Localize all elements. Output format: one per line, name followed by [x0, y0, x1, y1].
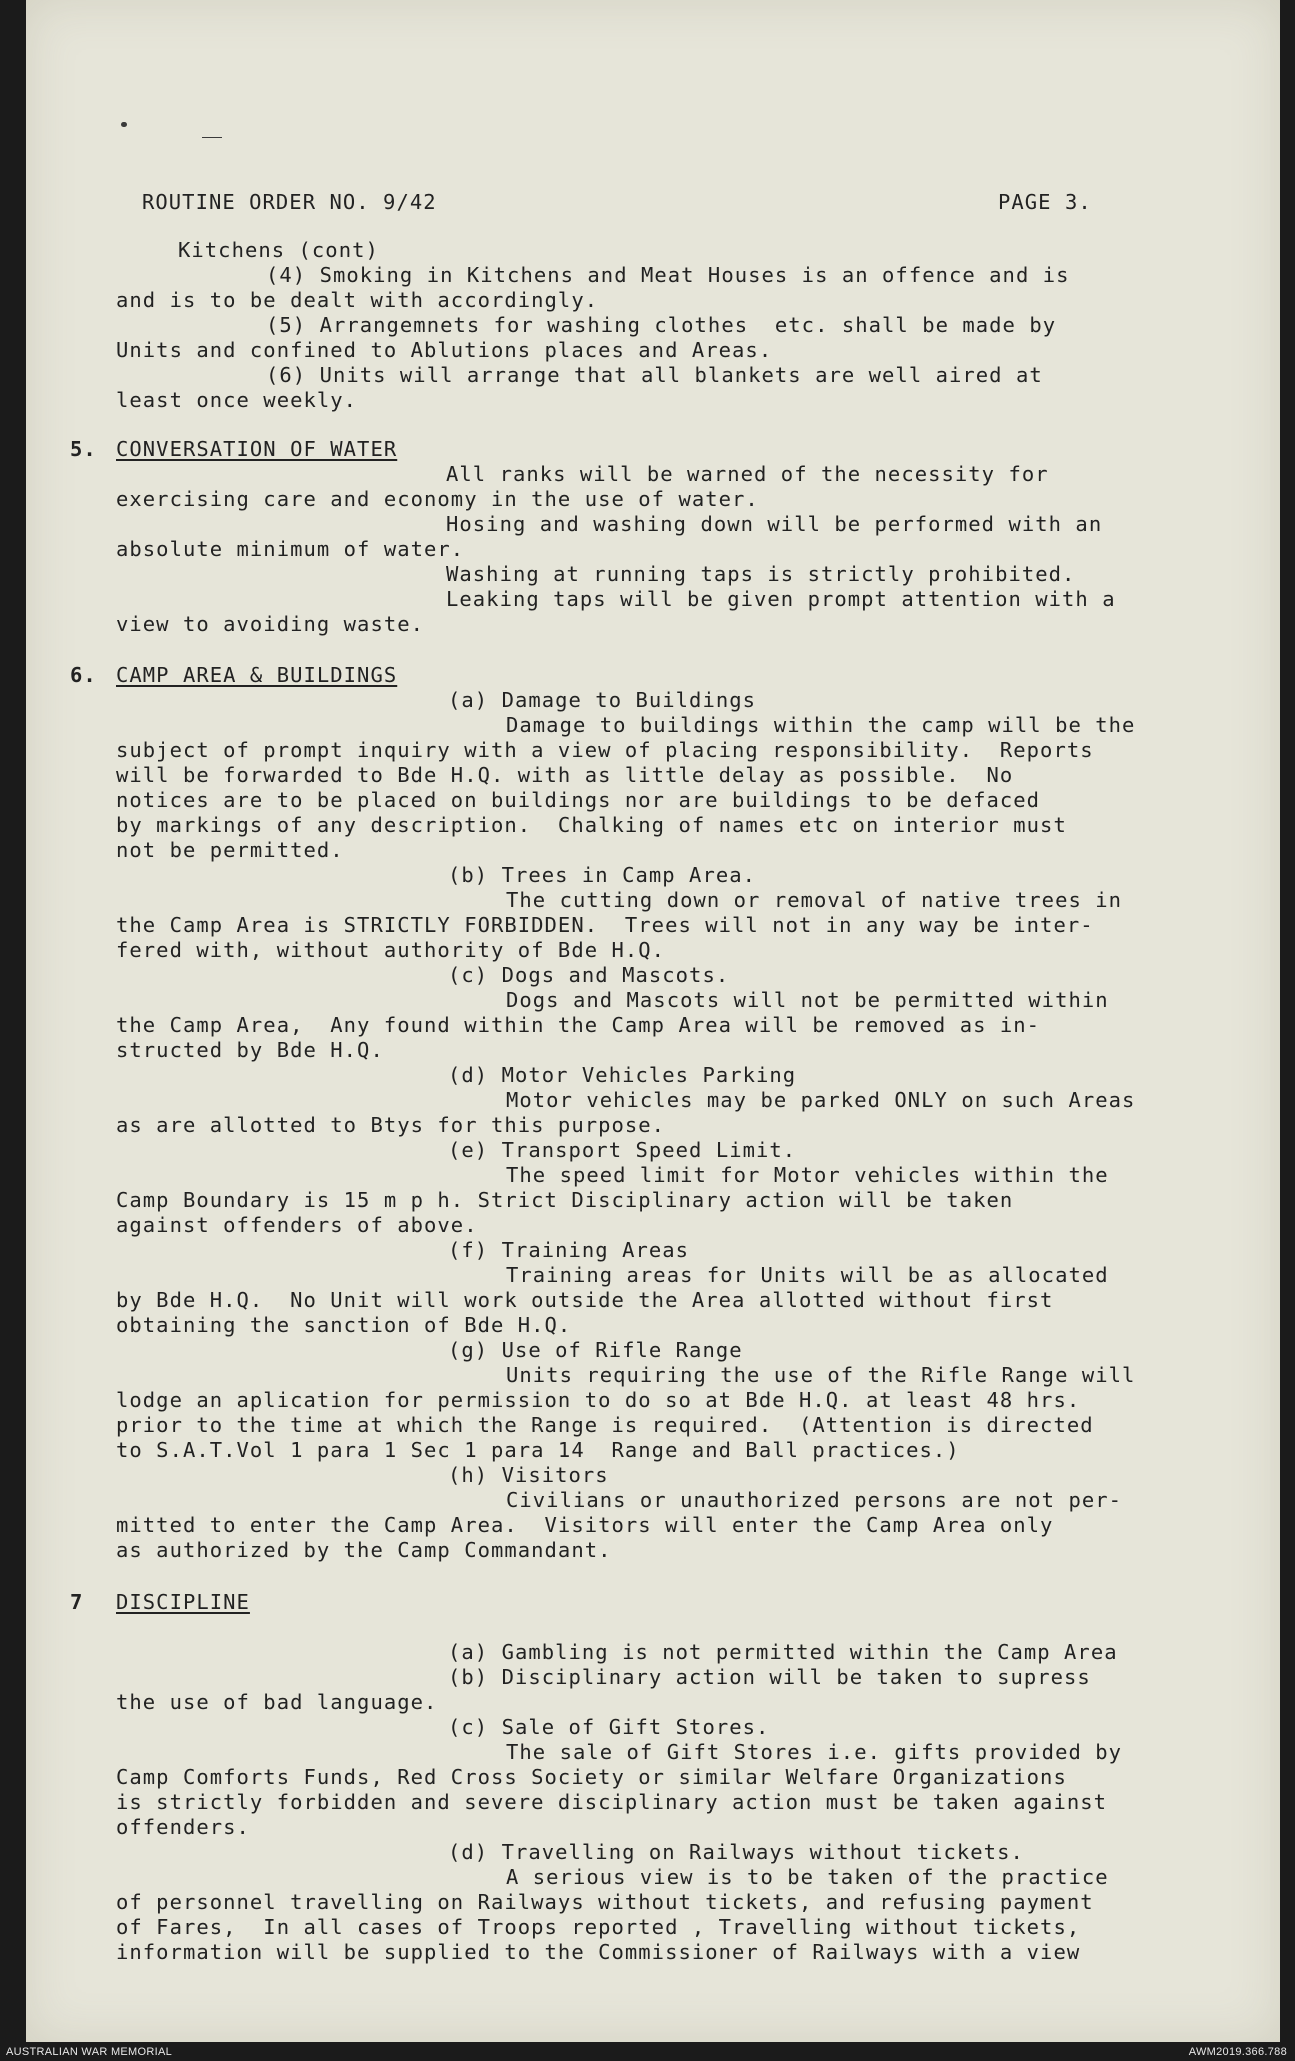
section-heading: DISCIPLINE — [116, 1590, 250, 1614]
subsection-line: subject of prompt inquiry with a view of placing responsibility. Reports — [116, 738, 1094, 762]
subsection-label: (c) Sale of Gift Stores. — [448, 1715, 770, 1739]
subsection-line: by markings of any description. Chalking of names etc on interior must — [116, 813, 1067, 837]
subsection-label: (b) Trees in Camp Area. — [448, 863, 757, 887]
section-heading: CONVERSATION OF WATER — [116, 437, 398, 461]
section5-line: Hosing and washing down will be performed with an — [446, 512, 1103, 536]
subsection-line: Camp Comforts Funds, Red Cross Society or similar Welfare Organizations — [116, 1765, 1067, 1789]
subsection-line: The sale of Gift Stores i.e. gifts provided by — [506, 1740, 1123, 1764]
subsection-line: prior to the time at which the Range is required. (Attention is directed — [116, 1413, 1094, 1437]
ink-dash — [202, 137, 222, 138]
subsection-line: the Camp Area, Any found within the Camp Area will be removed as in- — [116, 1013, 1041, 1037]
subsection-line: as authorized by the Camp Commandant. — [116, 1538, 612, 1562]
page-number: PAGE 3. — [998, 190, 1092, 214]
subsection-line: The cutting down or removal of native trees in — [506, 888, 1123, 912]
section5-line: exercising care and economy in the use of water. — [116, 487, 759, 511]
subsection-line: lodge an aplication for permission to do so at Bde H.Q. at least 48 hrs. — [116, 1388, 1081, 1412]
subsection-line: of Fares, In all cases of Troops reported , Travelling without tickets, — [116, 1915, 1081, 1939]
subsection-line: the Camp Area is STRICTLY FORBIDDEN. Trees will not in any way be inter- — [116, 913, 1094, 937]
subsection-line: Training areas for Units will be as allocated — [506, 1263, 1109, 1287]
subsection-label: (a) Damage to Buildings — [448, 688, 757, 712]
subsection-label: (e) Transport Speed Limit. — [448, 1138, 797, 1162]
section-number: 5. — [70, 437, 97, 461]
section5-line: All ranks will be warned of the necessity for — [446, 462, 1049, 486]
punch-mark — [121, 122, 127, 127]
subsection-line: will be forwarded to Bde H.Q. with as little delay as possible. No — [116, 763, 1014, 787]
subsection-label: (f) Training Areas — [448, 1238, 690, 1262]
section-number: 6. — [70, 663, 97, 687]
subsection-line: fered with, without authority of Bde H.Q. — [116, 938, 666, 962]
subsection-line: Units requiring the use of the Rifle Range will — [506, 1363, 1136, 1387]
footer-source: AUSTRALIAN WAR MEMORIAL — [6, 2046, 173, 2058]
archive-footer — [0, 2042, 1295, 2061]
section-heading: CAMP AREA & BUILDINGS — [116, 663, 398, 687]
document-title: ROUTINE ORDER NO. 9/42 — [142, 190, 437, 214]
subsection-line: Damage to buildings within the camp will be the — [506, 713, 1136, 737]
subsection-label: (c) Dogs and Mascots. — [448, 963, 730, 987]
subsection-line: information will be supplied to the Commissioner of Railways with a view — [116, 1940, 1081, 1964]
kitchens-line: (4) Smoking in Kitchens and Meat Houses is an offence and is — [266, 263, 1070, 287]
subsection-line: of personnel travelling on Railways without tickets, and refusing payment — [116, 1890, 1094, 1914]
kitchens-line: least once weekly. — [116, 388, 358, 412]
subsection-line: mitted to enter the Camp Area. Visitors will enter the Camp Area only — [116, 1513, 1054, 1537]
subsection-label: (b) Disciplinary action will be taken to supress — [448, 1665, 1091, 1689]
subsection-label: (d) Motor Vehicles Parking — [448, 1063, 797, 1087]
subsection-line: Dogs and Mascots will not be permitted within — [506, 988, 1109, 1012]
subsection-line: notices are to be placed on buildings nor are buildings to be defaced — [116, 788, 1041, 812]
kitchens-heading: Kitchens (cont) — [178, 238, 379, 262]
subsection-line: as are allotted to Btys for this purpose. — [116, 1113, 666, 1137]
footer-catalogue-id: AWM2019.366.788 — [1188, 2046, 1287, 2058]
section5-line: Washing at running taps is strictly prohibited. — [446, 562, 1076, 586]
subsection-label: (a) Gambling is not permitted within the Camp Area — [448, 1640, 1118, 1664]
subsection-label: (d) Travelling on Railways without tickets. — [448, 1840, 1024, 1864]
subsection-line: Motor vehicles may be parked ONLY on such Areas — [506, 1088, 1136, 1112]
kitchens-line: and is to be dealt with accordingly. — [116, 288, 599, 312]
subsection-line: The speed limit for Motor vehicles within the — [506, 1163, 1109, 1187]
section5-line: view to avoiding waste. — [116, 612, 425, 636]
subsection-line: Camp Boundary is 15 m p h. Strict Disciplinary action will be taken — [116, 1188, 1014, 1212]
kitchens-line: Units and confined to Ablutions places and Areas. — [116, 338, 773, 362]
subsection-line: obtaining the sanction of Bde H.Q. — [116, 1313, 572, 1337]
subsection-line: the use of bad language. — [116, 1690, 438, 1714]
section-number: 7 — [70, 1590, 84, 1614]
subsection-line: against offenders of above. — [116, 1213, 478, 1237]
kitchens-line: (5) Arrangemnets for washing clothes etc. shall be made by — [266, 313, 1057, 337]
section5-line: absolute minimum of water. — [116, 537, 465, 561]
kitchens-line: (6) Units will arrange that all blankets are well aired at — [266, 363, 1043, 387]
subsection-label: (h) Visitors — [448, 1463, 609, 1487]
subsection-line: to S.A.T.Vol 1 para 1 Sec 1 para 14 Range and Ball practices.) — [116, 1438, 960, 1462]
subsection-label: (g) Use of Rifle Range — [448, 1338, 743, 1362]
subsection-line: is strictly forbidden and severe disciplinary action must be taken against — [116, 1790, 1108, 1814]
document-page — [26, 0, 1280, 2042]
subsection-line: A serious view is to be taken of the practice — [506, 1865, 1109, 1889]
section5-line: Leaking taps will be given prompt attention with a — [446, 587, 1116, 611]
subsection-line: by Bde H.Q. No Unit will work outside the Area allotted without first — [116, 1288, 1054, 1312]
subsection-line: offenders. — [116, 1815, 250, 1839]
subsection-line: Civilians or unauthorized persons are not per- — [506, 1488, 1123, 1512]
subsection-line: structed by Bde H.Q. — [116, 1038, 384, 1062]
subsection-line: not be permitted. — [116, 838, 344, 862]
